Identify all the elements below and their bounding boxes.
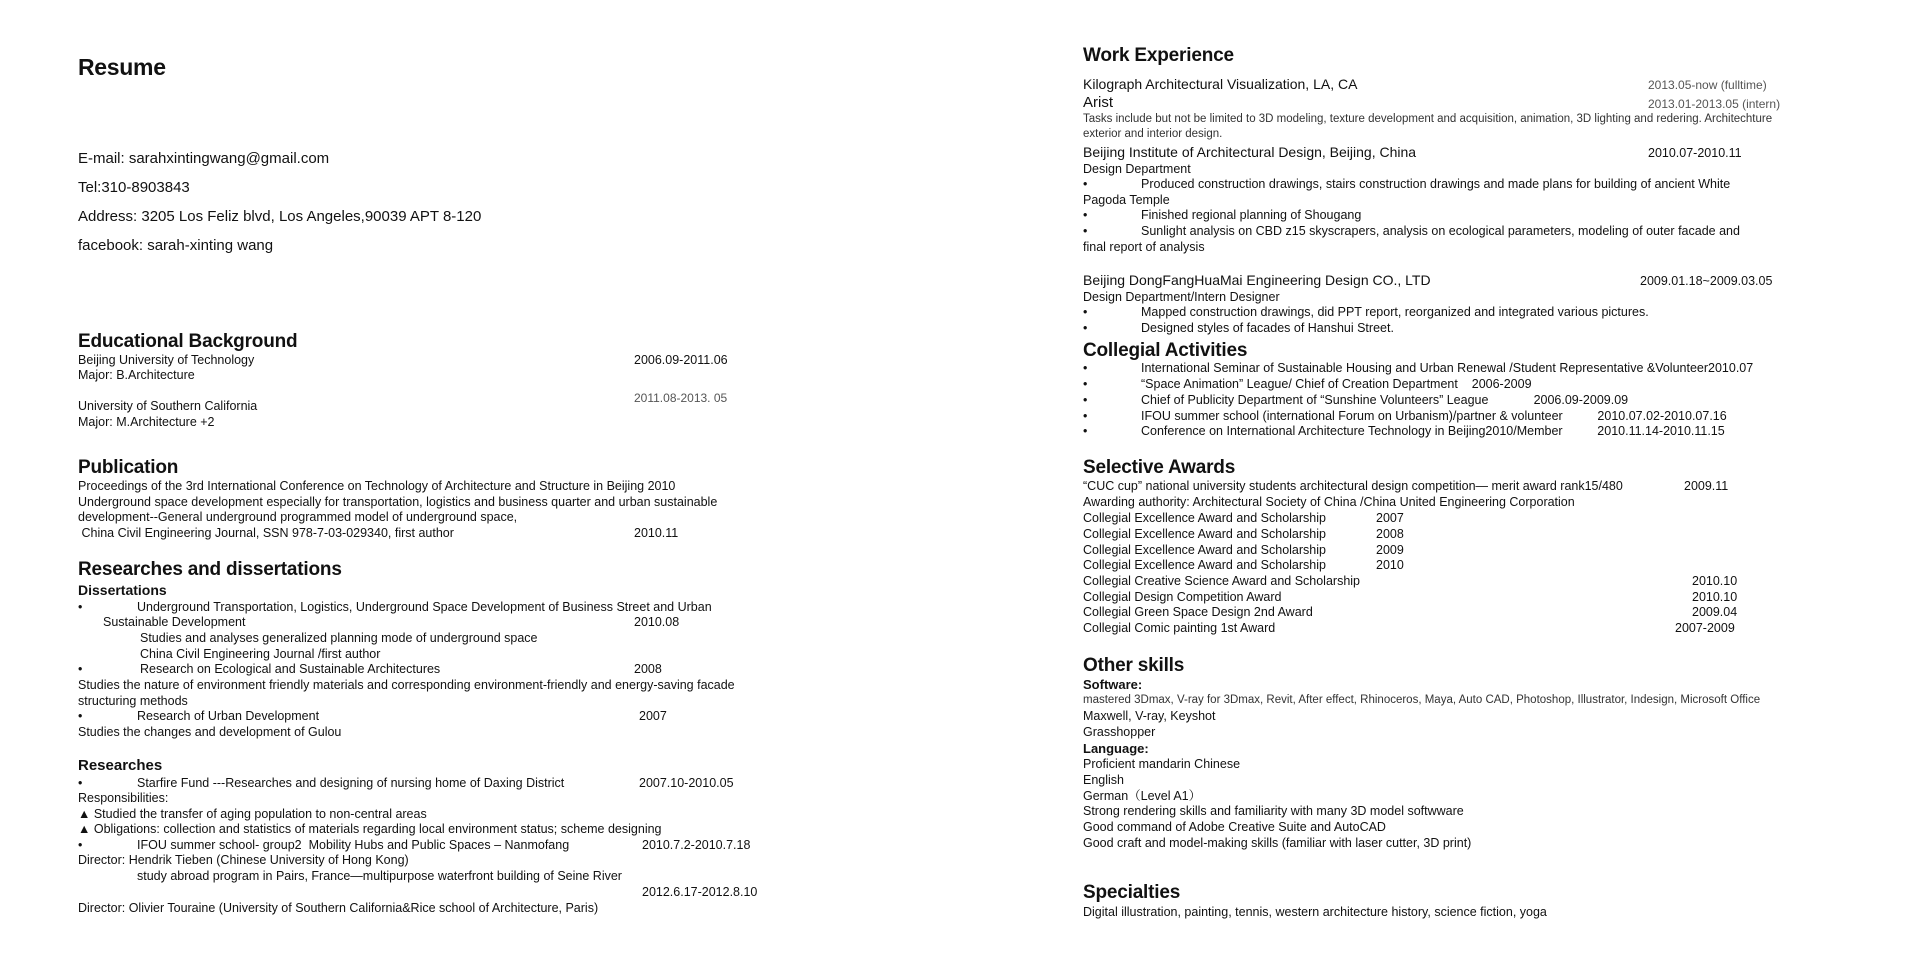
work-date: 2013.01-2013.05 (intern) [1648, 97, 1781, 111]
work-description: exterior and interior design. [1083, 128, 1223, 140]
contact-facebook: facebook: sarah-xinting wang [78, 237, 274, 254]
edu-school: Beijing University of Technology [78, 353, 255, 367]
language-label: Language: [1083, 741, 1149, 756]
publication-heading: Publication [78, 457, 179, 478]
responsibility: ▲ Studied the transfer of aging population to non-central areas [78, 807, 427, 821]
researches-heading: Researches [78, 757, 163, 774]
dissertation-detail: structuring methods [78, 694, 188, 708]
research-title: Starfire Fund ---Researches and designing of nursing home of Daxing District [137, 776, 565, 790]
work-description: Tasks include but not be limited to 3D modeling, texture development and acquisition, animation, 3D lighting and redering. Architechture [1083, 113, 1773, 125]
collegial-item: “Space Animation” League/ Chief of Creation Department 2006-2009 [1141, 377, 1532, 391]
work-task-cont: Pagoda Temple [1083, 193, 1170, 207]
work-heading: Work Experience [1083, 45, 1234, 66]
award-name: Collegial Excellence Award and Scholarship [1083, 527, 1326, 541]
dissertation-detail: China Civil Engineering Journal /first author [140, 647, 381, 661]
responsibilities-label: Responsibilities: [78, 791, 169, 805]
award-date: 2007 [1376, 511, 1404, 525]
dissertation-date: 2007 [639, 709, 667, 723]
software-label: Software: [1083, 677, 1143, 692]
dissertation-title: Research on Ecological and Sustainable Architectures [140, 662, 441, 676]
responsibility: ▲ Obligations: collection and statistics of materials regarding local environment status; scheme designing [78, 822, 662, 836]
work-task-cont: final report of analysis [1083, 240, 1205, 254]
bullet: • [1083, 177, 1088, 191]
company-name: Kilograph Architectural Visualization, LA, CA [1083, 76, 1358, 92]
skills-heading: Other skills [1083, 655, 1185, 676]
research-director: Director: Hendrik Tieben (Chinese University of Hong Kong) [78, 853, 409, 867]
bullet: • [1083, 208, 1088, 222]
dissertation-detail: Studies the nature of environment friendly materials and corresponding environment-friendly and energy-saving facade [78, 678, 735, 692]
bullet: • [1083, 424, 1088, 438]
bullet: • [78, 709, 83, 723]
work-task: Finished regional planning of Shougang [1141, 208, 1362, 222]
education-heading: Educational Background [78, 331, 298, 352]
edu-school: University of Southern California [78, 399, 258, 413]
award-date: 2009 [1376, 543, 1404, 557]
language-line: German（Level A1） [1083, 789, 1202, 803]
bullet: • [1083, 224, 1088, 238]
research-date: 2007.10-2010.05 [639, 776, 734, 790]
edu-major: Major: B.Architecture [78, 368, 195, 382]
collegial-item: IFOU summer school (international Forum on Urbanism)/partner & volunteer 2010.07.02-2010.07.16 [1141, 409, 1727, 423]
dissertation-title-cont: Sustainable Development [103, 615, 246, 629]
dissertation-title: Research of Urban Development [137, 709, 320, 723]
work-date: 2010.07-2010.11 [1648, 146, 1742, 160]
work-department: Design Department/Intern Designer [1083, 290, 1280, 304]
bullet: • [78, 600, 83, 614]
contact-address: Address: 3205 Los Feliz blvd, Los Angeles,90039 APT 8-120 [78, 208, 482, 225]
collegial-heading: Collegial Activities [1083, 340, 1248, 361]
work-task: Mapped construction drawings, did PPT report, reorganized and integrated various pictures. [1141, 305, 1649, 319]
work-date: 2009.01.18~2009.03.05 [1640, 274, 1773, 288]
award-name: Collegial Design Competition Award [1083, 590, 1282, 604]
collegial-item: Chief of Publicity Department of “Sunshine Volunteers” League 2006.09-2009.09 [1141, 393, 1629, 407]
language-line: English [1083, 773, 1124, 787]
publication-line: development--General underground programmed model of underground space, [78, 510, 518, 524]
skill-line: Good craft and model-making skills (familiar with laser cutter, 3D print) [1083, 836, 1472, 850]
publication-line: China Civil Engineering Journal, SSN 978-7-03-029340, first author [78, 526, 454, 540]
language-line: Proficient mandarin Chinese [1083, 757, 1241, 771]
bullet: • [1083, 377, 1088, 391]
award-date: 2010.10 [1692, 574, 1738, 588]
research-date: 2010.7.2-2010.7.18 [642, 838, 751, 852]
contact-email: E-mail: sarahxintingwang@gmail.com [78, 150, 330, 167]
contact-tel: Tel:310-8903843 [78, 179, 190, 196]
award-name: “CUC cup” national university students architectural design competition— merit award rank15/480 [1083, 479, 1623, 493]
publication-line: Underground space development especially for transportation, logistics and business quarter and urban sustainable [78, 495, 718, 509]
bullet: • [1083, 305, 1088, 319]
award-authority: Awarding authority: Architectural Society of China /China United Engineering Corporation [1083, 495, 1575, 509]
edu-major: Major: M.Architecture +2 [78, 415, 215, 429]
award-date: 2007-2009 [1675, 621, 1735, 635]
bullet: • [1083, 321, 1088, 335]
award-date: 2010 [1376, 558, 1404, 572]
research-title: IFOU summer school- group2 Mobility Hubs and Public Spaces – Nanmofang [137, 838, 570, 852]
bullet: • [78, 776, 83, 790]
publication-line: Proceedings of the 3rd International Conference on Technology of Architecture and Structure in Beijing 2010 [78, 479, 676, 493]
edu-date: 2011.08-2013. 05 [634, 391, 728, 405]
work-task: Sunlight analysis on CBD z15 skyscrapers, analysis on ecological parameters, modeling of outer facade and [1141, 224, 1740, 238]
skill-line: Good command of Adobe Creative Suite and AutoCAD [1083, 820, 1386, 834]
skill-line: Strong rendering skills and familiarity with many 3D model softwware [1083, 804, 1464, 818]
awards-heading: Selective Awards [1083, 457, 1236, 478]
bullet: • [1083, 393, 1088, 407]
work-date: 2013.05-now (fulltime) [1648, 78, 1767, 92]
bullet: • [78, 838, 83, 852]
research-director: Director: Olivier Touraine (University of Southern California&Rice school of Architecture, Paris) [78, 901, 599, 915]
work-department: Design Department [1083, 162, 1191, 176]
bullet: • [78, 662, 83, 676]
award-name: Collegial Excellence Award and Scholarship [1083, 511, 1326, 525]
dissertation-detail: Studies the changes and development of Gulou [78, 725, 342, 739]
company-name: Beijing DongFangHuaMai Engineering Design CO., LTD [1083, 272, 1431, 288]
award-date: 2009.04 [1692, 605, 1738, 619]
research-title: study abroad program in Pairs, France—multipurpose waterfront building of Seine River [137, 869, 622, 883]
software-line: Maxwell, V-ray, Keyshot [1083, 709, 1216, 723]
collegial-item: Conference on International Architecture Technology in Beijing2010/Member 2010.11.14-2010.11.15 [1141, 424, 1725, 438]
research-date: 2012.6.17-2012.8.10 [642, 885, 758, 899]
edu-date: 2006.09-2011.06 [634, 353, 728, 367]
bullet: • [1083, 409, 1088, 423]
award-date: 2008 [1376, 527, 1404, 541]
award-date: 2009.11 [1684, 479, 1729, 493]
award-name: Collegial Green Space Design 2nd Award [1083, 605, 1313, 619]
dissertation-date: 2008 [634, 662, 662, 676]
specialties-heading: Specialties [1083, 882, 1181, 903]
page-title: Resume [78, 54, 166, 80]
bullet: • [1083, 361, 1088, 375]
work-task: Designed styles of facades of Hanshui Street. [1141, 321, 1394, 335]
software-line: mastered 3Dmax, V-ray for 3Dmax, Revit, After effect, Rhinoceros, Maya, Auto CAD, Photoshop, Illustrator, Indesign, Microsoft Office [1083, 694, 1761, 706]
software-line: Grasshopper [1083, 725, 1156, 739]
company-name: Beijing Institute of Architectural Design, Beijing, China [1083, 144, 1417, 160]
award-name: Collegial Comic painting 1st Award [1083, 621, 1276, 635]
award-date: 2010.10 [1692, 590, 1738, 604]
award-name: Collegial Excellence Award and Scholarship [1083, 558, 1326, 572]
award-name: Collegial Excellence Award and Scholarship [1083, 543, 1326, 557]
collegial-item: International Seminar of Sustainable Housing and Urban Renewal /Student Representative &Volunteer2010.07 [1141, 361, 1754, 375]
specialties-text: Digital illustration, painting, tennis, western architecture history, science fiction, yoga [1083, 905, 1547, 919]
research-diss-heading: Researches and dissertations [78, 559, 342, 580]
work-role: Arist [1083, 94, 1113, 111]
dissertations-subheading: Dissertations [78, 582, 167, 598]
dissertation-date: 2010.08 [634, 615, 680, 629]
publication-date: 2010.11 [634, 526, 679, 540]
dissertation-title: Underground Transportation, Logistics, Underground Space Development of Business Street and Urban [137, 600, 712, 614]
award-name: Collegial Creative Science Award and Scholarship [1083, 574, 1361, 588]
dissertation-detail: Studies and analyses generalized planning mode of underground space [140, 631, 538, 645]
work-task: Produced construction drawings, stairs construction drawings and made plans for building of ancient White [1141, 177, 1731, 191]
